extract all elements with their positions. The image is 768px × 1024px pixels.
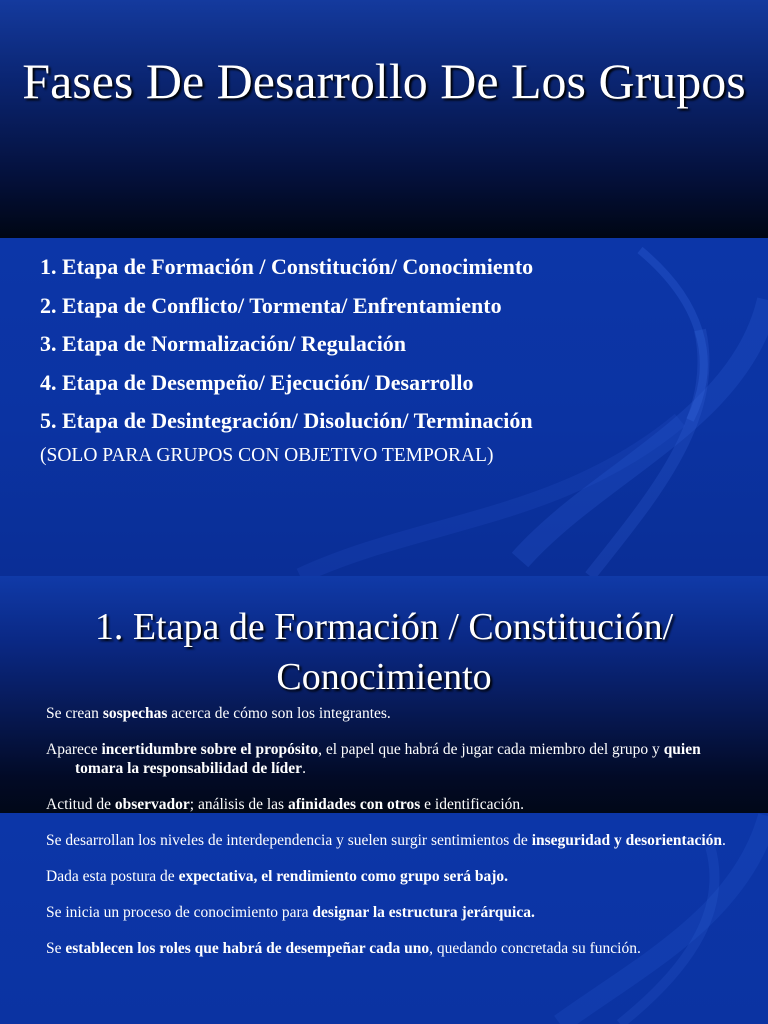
list-item: [46, 795, 736, 814]
phase-item: 1. Etapa de Formación / Constitución/ Conocimiento: [40, 254, 534, 279]
phase-note: (SOLO PARA GRUPOS CON OBJETIVO TEMPORAL): [40, 445, 494, 466]
list-item: [46, 903, 736, 922]
list-item: [46, 831, 736, 850]
list-item: [46, 939, 736, 958]
slide-2-title: 1. Etapa de Formación / Constitución/ Conocimiento: [94, 606, 674, 698]
list-item: [46, 867, 736, 886]
text-segment: acerca de cómo son los integrantes.: [167, 705, 391, 722]
phase-item: 2. Etapa de Conflicto/ Tormenta/ Enfrentamiento: [40, 292, 502, 318]
slide-1-title-band: [0, 0, 768, 238]
list-item: [46, 740, 736, 778]
text-segment: e identificación.: [420, 796, 525, 813]
bold-segment: sospechas: [102, 705, 168, 722]
text-segment: Actitud de: [46, 796, 115, 813]
bold-segment: incertidumbre sobre el propósito: [101, 741, 319, 758]
bold-segment: designar la estructura jerárquica.: [312, 904, 535, 921]
list-item: [46, 704, 736, 723]
bold-segment: afinidades con otros: [287, 796, 421, 813]
phase-item: 5. Etapa de Desintegración/ Disolución/ Terminación: [40, 408, 533, 433]
text-segment: Se desarrollan los niveles de interdependencia y suelen surgir sentimientos de: [46, 832, 532, 849]
text-segment: Se inicia un proceso de conocimiento para: [46, 904, 313, 921]
formation-points-list: [46, 704, 736, 975]
text-segment: Se: [46, 940, 66, 957]
phase-list: [40, 248, 750, 441]
text-segment: Dada esta postura de: [46, 868, 179, 885]
phase-item: 4. Etapa de Desempeño/ Ejecución/ Desarrollo: [40, 369, 474, 395]
text-segment: ; análisis de las: [189, 796, 288, 813]
slide-2: [0, 576, 768, 1024]
text-segment: Se crean: [46, 705, 103, 722]
bold-segment: inseguridad y desorientación: [531, 832, 723, 849]
text-segment: , quedando concretada su función.: [429, 940, 641, 957]
bold-segment: establecen los roles que habrá de desempeñar cada uno: [65, 940, 430, 957]
bold-segment: observador: [114, 796, 190, 813]
slide-1-title: Fases De Desarrollo De Los Grupos: [22, 53, 746, 109]
bold-segment: expectativa, el rendimiento como grupo será bajo.: [178, 868, 509, 885]
text-segment: .: [302, 760, 306, 777]
text-segment: Aparece: [46, 741, 102, 758]
text-segment: , el papel que habrá de jugar cada miembro del grupo y: [318, 741, 664, 758]
phase-item: 3. Etapa de Normalización/ Regulación: [40, 331, 407, 356]
bold-segment: quien tomara la responsabilidad de líder: [75, 741, 701, 777]
text-segment: .: [722, 832, 726, 849]
